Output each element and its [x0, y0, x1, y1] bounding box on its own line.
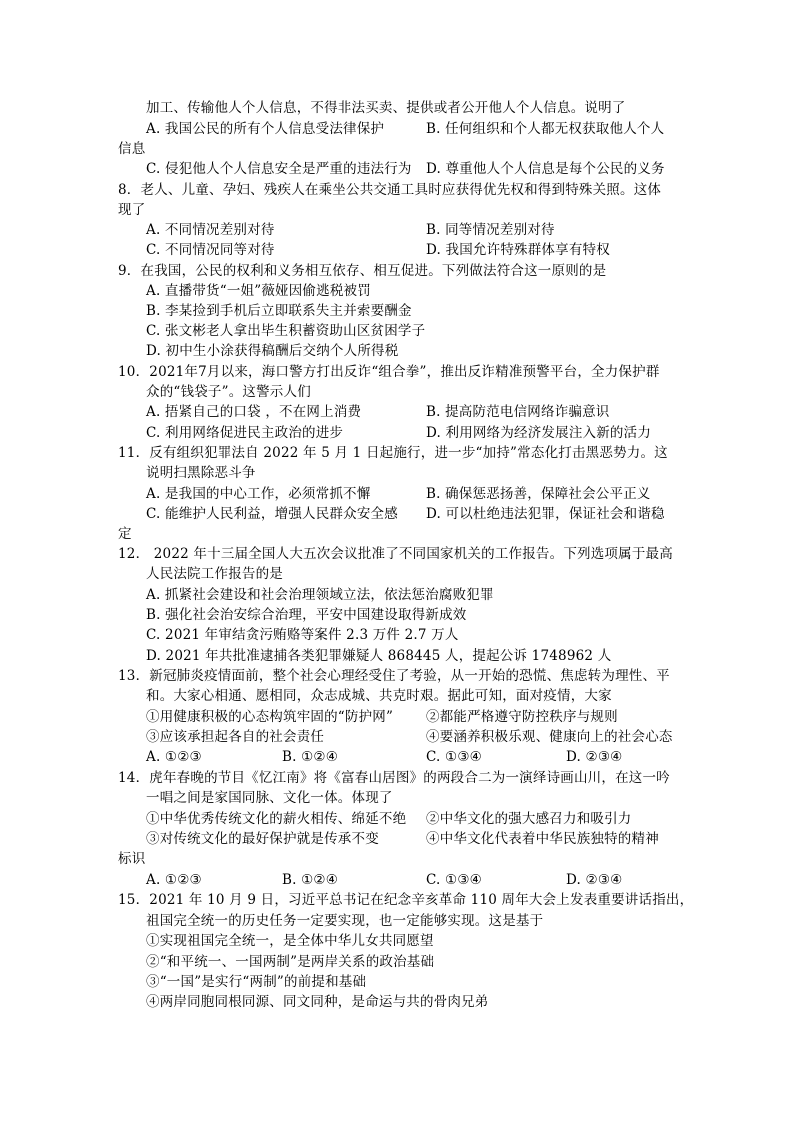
- q10-option-c: C. 利用网络促进民主政治的进步: [146, 425, 344, 441]
- q7-option-d: D. 尊重他人个人信息是每个公民的义务: [426, 161, 665, 177]
- q14-option-b: B. ①②④: [282, 872, 339, 888]
- q14-option-c: C. ①③④: [426, 872, 482, 888]
- q8-option-b: B. 同等情况差别对待: [426, 222, 555, 238]
- q10-option-b: B. 提高防范电信网络诈骗意识: [426, 404, 610, 420]
- q13-stem-wrap: 和。大家心相通、愿相同，众志成城、共克时艰。据此可知，面对疫情，大家: [146, 688, 612, 704]
- q14-statement-2: ②中华文化的强大感召力和吸引力: [426, 811, 632, 827]
- q11-option-d: D. 可以杜绝违法犯罪，保证社会和谐稳: [426, 506, 665, 522]
- q13-option-d: D. ②③④: [566, 749, 623, 765]
- q13-statement-1: ①用健康积极的心态构筑牢固的“防护网”: [146, 709, 394, 725]
- q11-stem: 11．反有组织犯罪法自 2022 年 5 月 1 日起施行，进一步“加持”常态化打击黑恶势力。这: [118, 445, 668, 461]
- q13-statement-2: ②都能严格遵守防控秩序与规则: [426, 709, 618, 725]
- q13-stem: 13．新冠肺炎疫情面前，整个社会心理经受住了考验，从一开始的恐慌、焦虑转为理性、平: [118, 668, 670, 684]
- q15-statement-4: ④两岸同胞同根同源、同文同种，是命运与共的骨肉兄弟: [146, 994, 489, 1010]
- q13-statement-3: ③应该承担起各自的社会责任: [146, 729, 325, 745]
- q14-stem: 14．虎年春晚的节目《忆江南》将《富春山居图》的两段合二为一演绎诗画山川，在这一吟: [118, 770, 670, 786]
- q10-option-a: A. 捂紧自己的口袋 ，不在网上消费: [146, 404, 362, 420]
- q12-option-c: C. 2021 年审结贪污贿赂等案件 2.3 万件 2.7 万人: [146, 627, 459, 643]
- q13-option-b: B. ①②④: [282, 749, 339, 765]
- q12-option-a: A. 抓紧社会建设和社会治理领域立法，依法惩治腐败犯罪: [146, 587, 494, 603]
- q13-statement-4: ④要涵养积极乐观、健康向上的社会心态: [426, 729, 673, 745]
- q9-option-b: B. 李某捡到手机后立即联系失主并索要酬金: [146, 303, 412, 319]
- q13-option-a: A. ①②③: [146, 749, 202, 765]
- q11-option-d-wrap: 定: [118, 526, 132, 542]
- q12-option-b: B. 强化社会治安综合治理，平安中国建设取得新成效: [146, 607, 467, 623]
- q7-stem-continued: 加工、传输他人个人信息，不得非法买卖、提供或者公开他人个人信息。说明了: [146, 100, 626, 116]
- q14-statement-3: ③对传统文化的最好保护就是传承不变: [146, 831, 379, 847]
- q9-option-a: A. 直播带货“一姐”薇娅因偷逃税被罚: [146, 283, 371, 299]
- q14-option-a: A. ①②③: [146, 872, 202, 888]
- q12-stem-wrap: 人民法院工作报告的是: [146, 566, 283, 582]
- q14-statement-4: ④中华文化代表着中华民族独特的精神: [426, 831, 659, 847]
- q10-stem-wrap: 众的“钱袋子”。这警示人们: [146, 384, 311, 400]
- q14-option-d: D. ②③④: [566, 872, 623, 888]
- q8-option-d: D. 我国允许特殊群体享有特权: [426, 242, 610, 258]
- q15-statement-2: ②“和平统一、一国两制”是两岸关系的政治基础: [146, 954, 435, 970]
- q10-stem: 10．2021年7月以来，海口警方打出反诈“组合拳”，推出反诈精准预警平台，全力保护群: [118, 364, 660, 380]
- q14-statement-1: ①中华优秀传统文化的薪火相传、绵延不绝: [146, 811, 407, 827]
- q7-option-a: A. 我国公民的所有个人信息受法律保护: [146, 121, 385, 137]
- q11-option-b: B. 确保惩恶扬善，保障社会公平正义: [426, 486, 651, 502]
- q11-stem-wrap: 说明扫黑除恶斗争: [146, 465, 256, 481]
- q8-option-c: C. 不同情况同等对待: [146, 242, 275, 258]
- q15-statement-1: ①实现祖国完全统一，是全体中华儿女共同愿望: [146, 933, 434, 949]
- q10-option-d: D. 利用网络为经济发展注入新的活力: [426, 425, 652, 441]
- q7-option-b: B. 任何组织和个人都无权获取他人个人: [426, 121, 665, 137]
- q8-stem: 8．老人、儿童、孕妇、残疾人在乘坐公共交通工具时应获得优先权和得到特殊关照。这体: [118, 182, 662, 198]
- q7-option-b-wrap: 信息: [118, 141, 146, 157]
- q9-option-c: C. 张文彬老人拿出毕生积蓄资助山区贫困学子: [146, 323, 426, 339]
- q8-option-a: A. 不同情况差别对待: [146, 222, 275, 238]
- q8-stem-wrap: 现了: [118, 202, 146, 218]
- q15-stem-wrap: 祖国完全统一的历史任务一定要实现，也一定能够实现。这是基于: [146, 913, 544, 929]
- q14-stem-wrap: 一唱之间是家国同脉、文化一体。体现了: [146, 790, 393, 806]
- q11-option-c: C. 能维护人民利益，增强人民群众安全感: [146, 506, 398, 522]
- q12-stem: 12． 2022 年十三届全国人大五次会议批准了不同国家机关的工作报告。下列选项属于最高: [118, 546, 673, 562]
- q7-option-c: C. 侵犯他人个人信息安全是严重的违法行为: [146, 161, 412, 177]
- q9-option-d: D. 初中生小涂获得稿酬后交纳个人所得税: [146, 343, 399, 359]
- q15-statement-3: ③“一国”是实行“两制”的前提和基础: [146, 974, 367, 990]
- q14-statement-4-wrap: 标识: [118, 851, 146, 867]
- q11-option-a: A. 是我国的中心工作，必须常抓不懈: [146, 486, 371, 502]
- q9-stem: 9．在我国，公民的权利和义务相互依存、相互促进。下列做法符合这一原则的是: [118, 263, 607, 279]
- q13-option-c: C. ①③④: [426, 749, 482, 765]
- q12-option-d: D. 2021 年共批准逮捕各类犯罪嫌疑人 868445 人，提起公诉 1748962 人: [146, 648, 612, 664]
- q15-stem: 15．2021 年 10 月 9 日，习近平总书记在纪念辛亥革命 110 周年大会上发表重要讲话指出，: [118, 892, 694, 908]
